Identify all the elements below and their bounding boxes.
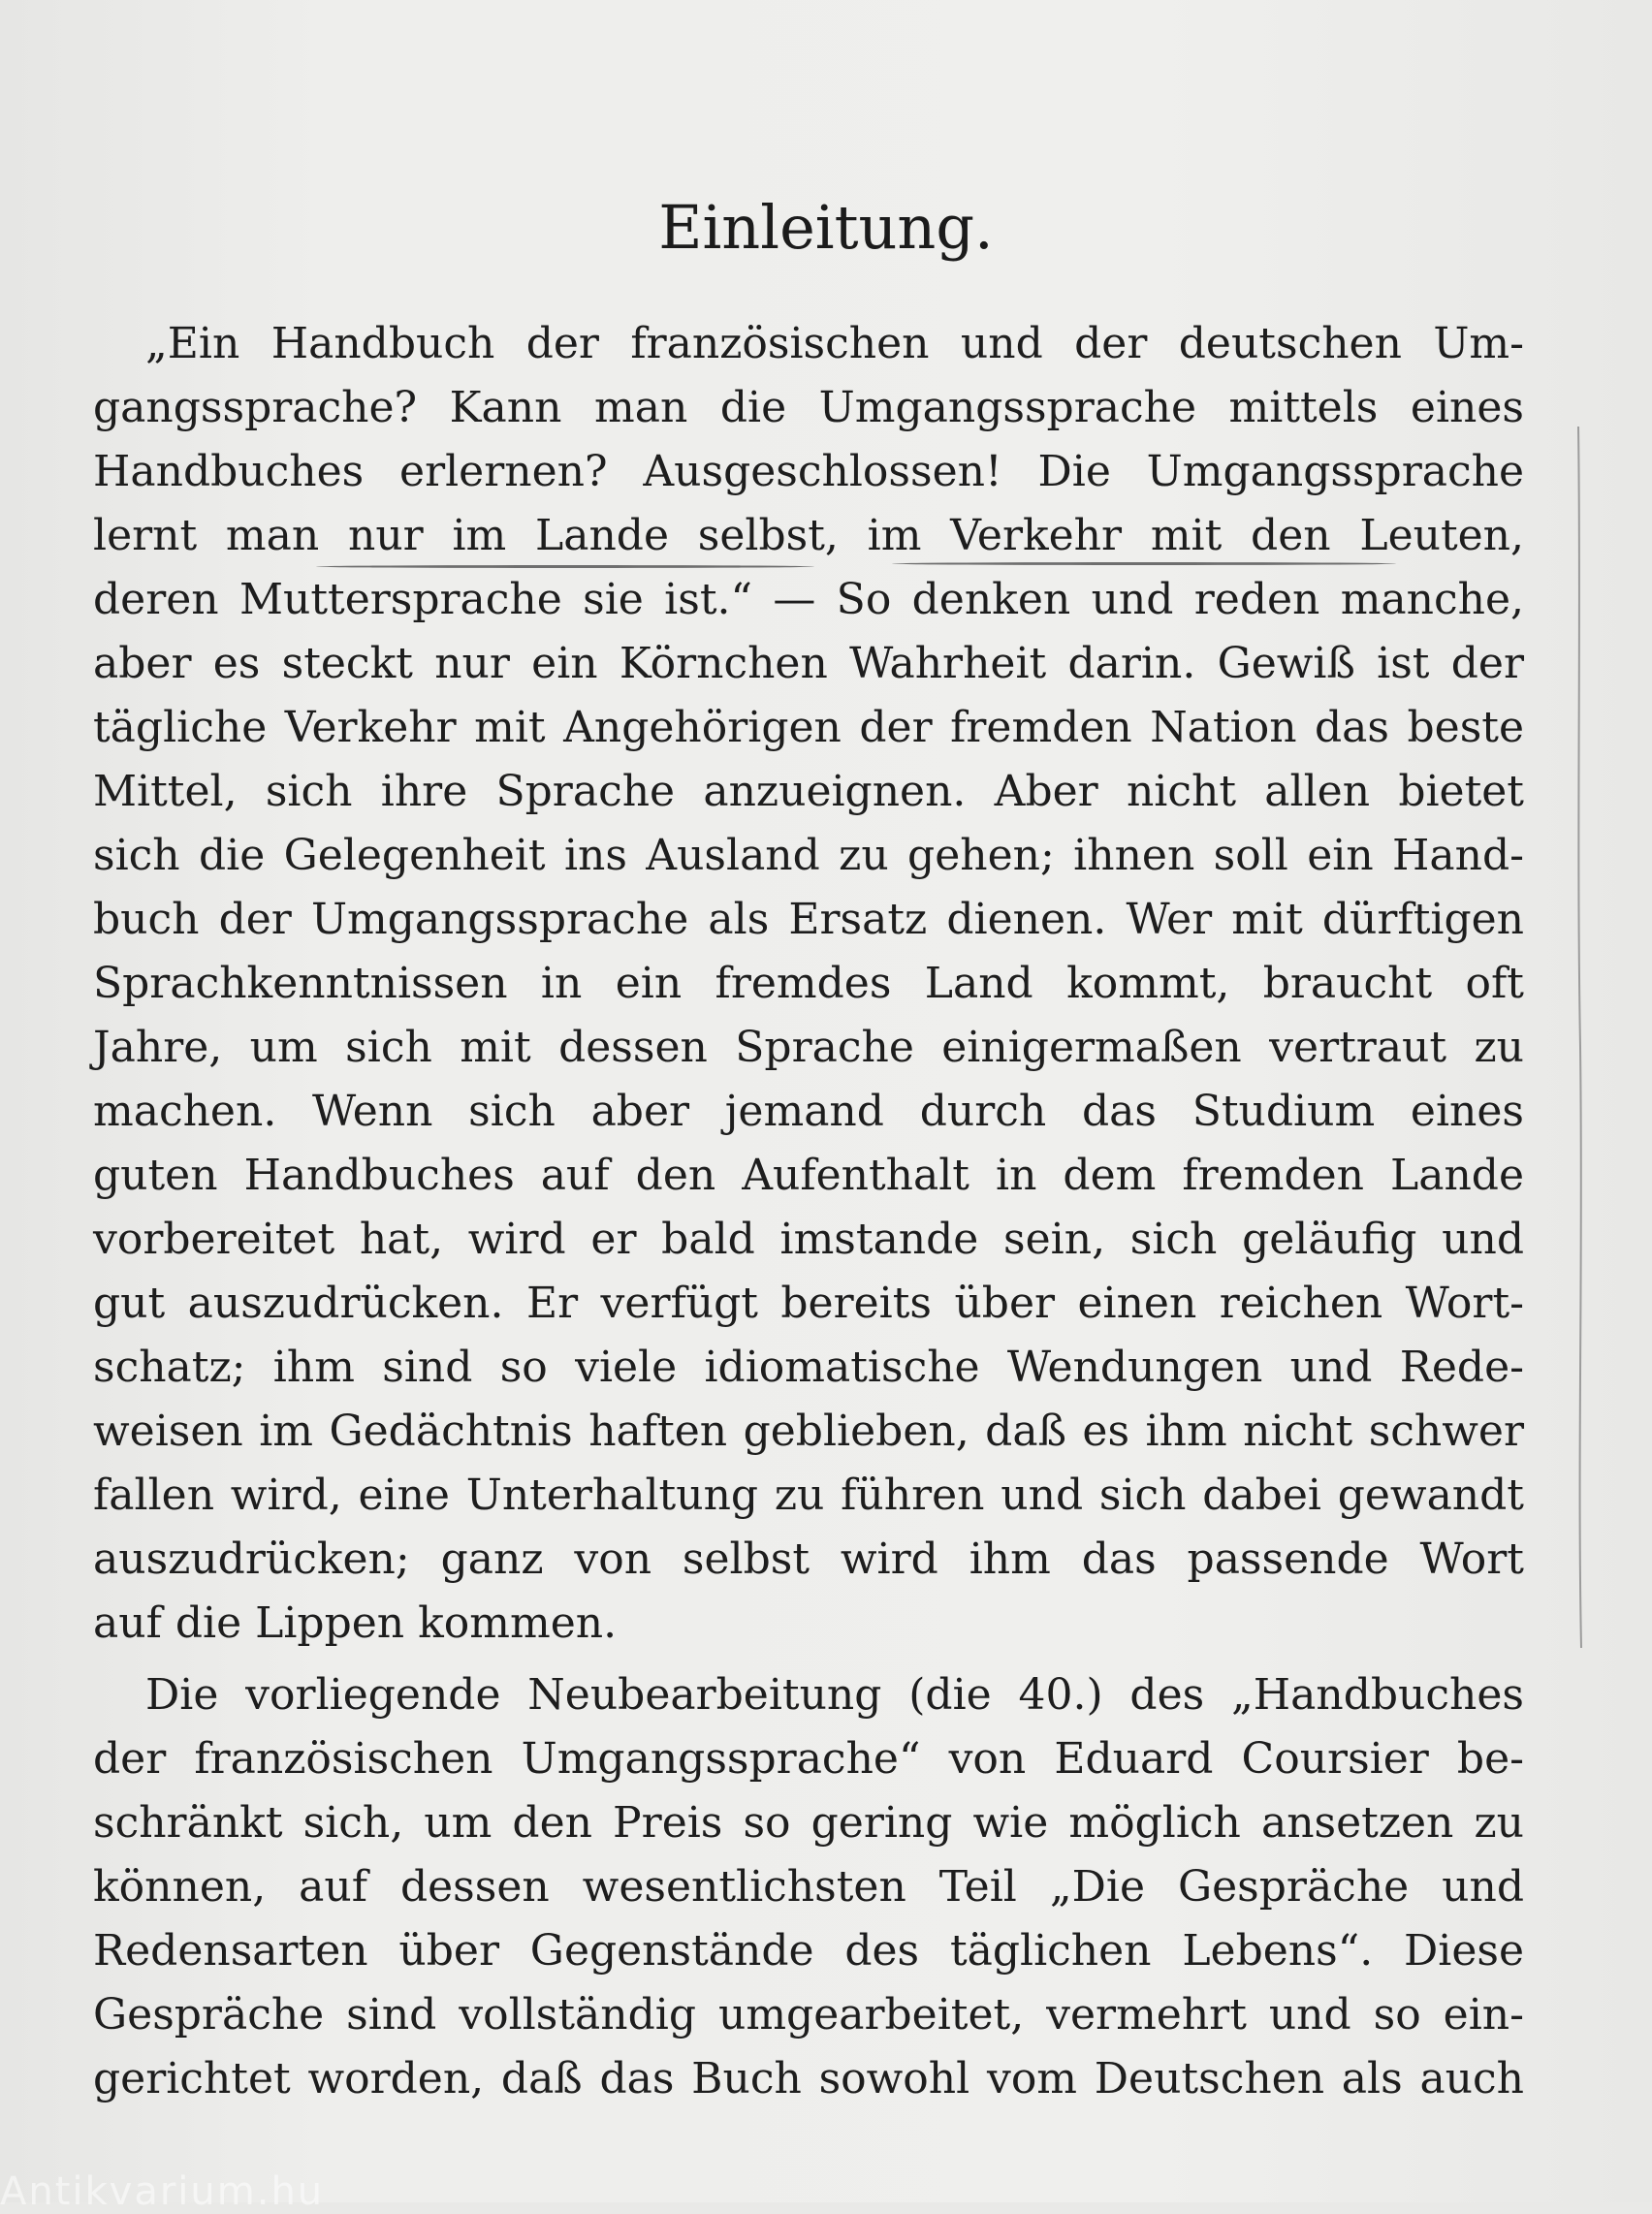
pencil-margin-mark — [1573, 427, 1586, 1648]
text-line: tägliche Verkehr mit Angehörigen der fremden Nation das beste — [93, 703, 1524, 752]
pencil-underline — [892, 562, 1396, 565]
text-line: schatz; ihm sind so viele idiomatische Wendungen und Rede- — [93, 1343, 1524, 1392]
watermark: Antikvarium.hu — [0, 2169, 325, 2214]
pencil-underline — [316, 565, 814, 568]
text-line: aber es steckt nur ein Körnchen Wahrheit darin. Gewiß ist der — [93, 639, 1524, 688]
text-line: buch der Umgangssprache als Ersatz dienen. Wer mit dürftigen — [93, 895, 1524, 944]
text-line: auf die Lippen kommen. — [93, 1598, 618, 1648]
text-line: Gespräche sind vollständig umgearbeitet, vermehrt und so ein- — [93, 1990, 1524, 2040]
text-line: sich die Gelegenheit ins Ausland zu gehen; ihnen soll ein Hand- — [93, 831, 1524, 880]
text-line: Handbuches erlernen? Ausgeschlossen! Die Umgangssprache — [93, 447, 1524, 496]
text-line: deren Muttersprache sie ist.“ — So denken und reden manche, — [93, 575, 1524, 624]
text-line: guten Handbuches auf den Aufenthalt in dem fremden Lande — [93, 1151, 1524, 1200]
text-line: fallen wird, eine Unterhaltung zu führen und sich dabei gewandt — [93, 1471, 1524, 1520]
text-line: „Ein Handbuch der französischen und der deutschen Um- — [145, 319, 1524, 368]
text-line: Jahre, um sich mit dessen Sprache einigermaßen vertraut zu — [93, 1023, 1524, 1072]
text-line: gerichtet worden, daß das Buch sowohl vom Deutschen als auch — [93, 2054, 1524, 2103]
text-line: der französischen Umgangssprache“ von Eduard Coursier be- — [93, 1734, 1524, 1784]
text-line: Mittel, sich ihre Sprache anzueignen. Aber nicht allen bietet — [93, 767, 1524, 816]
text-line: auszudrücken; ganz von selbst wird ihm das passende Wort — [93, 1534, 1524, 1584]
text-line: Sprachkenntnissen in ein fremdes Land kommt, braucht oft — [93, 959, 1524, 1008]
text-line: gut auszudrücken. Er verfügt bereits über einen reichen Wort- — [93, 1279, 1524, 1328]
text-line: Redensarten über Gegenstände des täglichen Lebens“. Diese — [93, 1926, 1524, 1976]
page-title: Einleitung. — [658, 192, 994, 263]
text-line: lernt man nur im Lande selbst, im Verkehr mit den Leuten, — [93, 511, 1524, 560]
text-line: vorbereitet hat, wird er bald imstande sein, sich geläufig und — [93, 1215, 1524, 1264]
text-line: machen. Wenn sich aber jemand durch das Studium eines — [93, 1087, 1524, 1136]
text-line: weisen im Gedächtnis haften geblieben, daß es ihm nicht schwer — [93, 1407, 1524, 1456]
text-line: schränkt sich, um den Preis so gering wie möglich ansetzen zu — [93, 1798, 1524, 1848]
text-line: können, auf dessen wesentlichsten Teil „Die Gespräche und — [93, 1862, 1524, 1912]
text-line: Die vorliegende Neubearbeitung (die 40.) des „Handbuches — [145, 1670, 1524, 1720]
text-line: gangssprache? Kann man die Umgangssprache mittels eines — [93, 383, 1524, 432]
